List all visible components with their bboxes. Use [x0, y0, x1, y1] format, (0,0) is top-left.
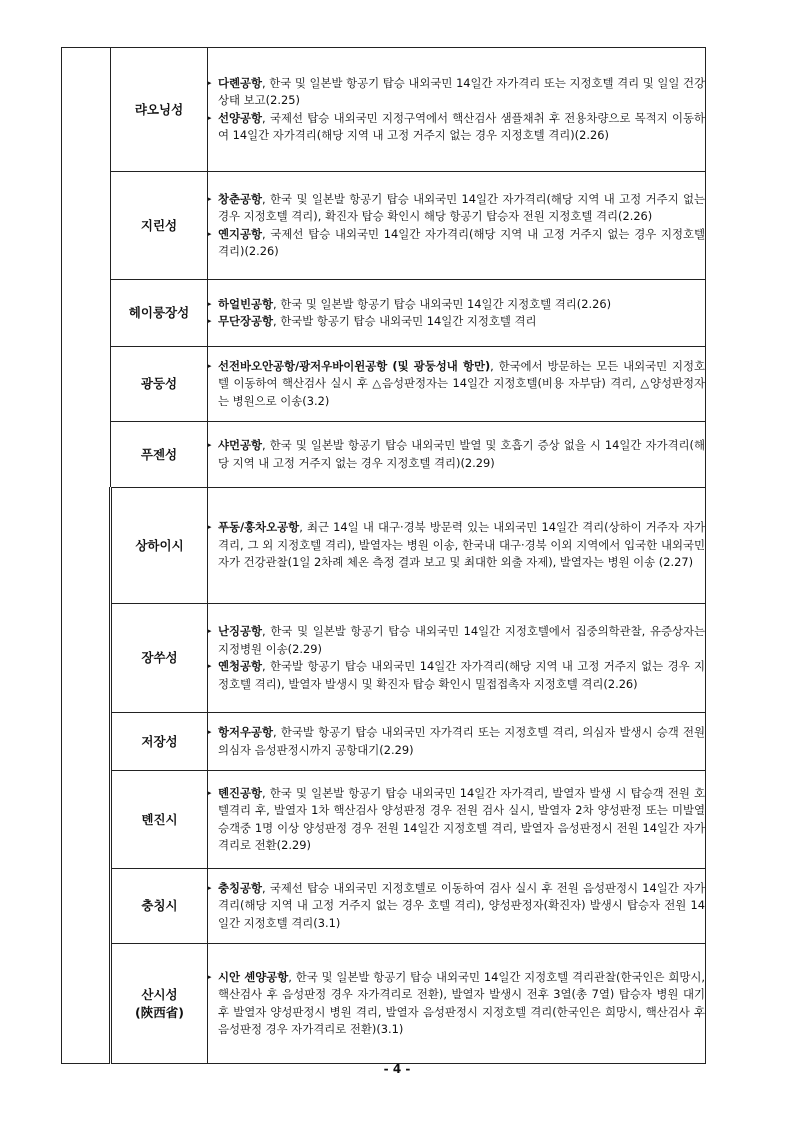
airport-name: 충칭공항	[218, 880, 263, 895]
measures-cell	[208, 280, 706, 347]
triangle-bullet-icon: ▸	[208, 662, 212, 670]
empty-stub-cell	[62, 48, 111, 172]
table-row	[62, 422, 706, 488]
table-row	[62, 280, 706, 347]
table-row	[62, 48, 706, 172]
page-number: - 4 -	[383, 1062, 411, 1076]
airport-name: 샤먼공항	[218, 438, 263, 452]
empty-stub-cell	[62, 280, 111, 347]
triangle-bullet-icon: ▸	[208, 299, 212, 308]
region-cell	[111, 488, 208, 604]
region-cell	[111, 869, 208, 944]
region-name: 헤이룽장성	[128, 305, 190, 320]
empty-stub-cell	[62, 869, 111, 944]
quarantine-measures-table	[61, 47, 706, 1064]
measure-description: , 국제선 탑승 내외국민 지정호텔로 이동하여 검사 실시 후 전원 음성판정시 14일간 자가격리(해당 지역 내 고정 거주지 없는 경우 호텔 격리), 양성판정자(확진자) 발생시 탑승자 전원 14일간 지정호텔 격리(3.1)	[218, 880, 705, 930]
item-text	[218, 313, 705, 331]
triangle-bullet-icon: ▸	[208, 523, 212, 532]
airport-name: 하얼빈공항	[218, 296, 274, 311]
measures-cell	[208, 604, 706, 713]
measures-cell	[208, 869, 706, 944]
item-text	[218, 519, 705, 572]
list-item	[208, 880, 705, 933]
list-item	[208, 296, 705, 314]
measure-description: , 한국 및 일본발 항공기 탑승 내외국민 발열 및 호흡기 증상 없을 시 14일간 자가격리(해당 지역 내 고정 거주지 없는 경우 지정호텔 격리)(2.29)	[218, 438, 705, 470]
empty-stub-cell	[62, 172, 111, 280]
measure-description: , 한국에서 방문하는 모든 내외국민 지정호텔 이동하여 핵산검사 실시 후 △음성판정자는 14일간 지정호텔(비용 자부담) 격리, △양성판정자는 병원으로 이송(3.2)	[218, 358, 705, 408]
triangle-bullet-icon: ▸	[208, 113, 212, 122]
empty-stub-cell	[62, 713, 111, 771]
airport-name: 무단장공항	[218, 314, 274, 328]
measures-cell	[208, 771, 706, 869]
region-cell	[111, 347, 208, 422]
item-text	[218, 437, 705, 472]
airport-name: 선양공항	[218, 110, 263, 125]
item-text	[218, 785, 705, 855]
list-item	[208, 75, 705, 110]
airport-name: 다롄공항	[218, 75, 263, 90]
list-item	[208, 358, 705, 411]
measures-cell	[208, 713, 706, 771]
measures-cell	[208, 347, 706, 422]
empty-stub-cell	[62, 771, 111, 869]
list-item	[208, 437, 705, 472]
item-text	[218, 724, 705, 759]
triangle-bullet-icon: ▸	[208, 229, 212, 238]
empty-stub-cell	[62, 488, 111, 604]
item-text	[218, 226, 705, 261]
measures-cell	[208, 172, 706, 280]
measure-description: , 국제선 탑승 내외국민 14일간 자가격리(해당 지역 내 고정 거주지 없는 경우 지정호텔 격리)(2.26)	[218, 226, 705, 258]
list-item	[208, 658, 705, 693]
table-row	[62, 172, 706, 280]
list-item	[208, 110, 705, 145]
measure-description: , 한국발 항공기 탑승 내외국민 자가격리 또는 지정호텔 격리, 의심자 발생시 승객 전원 의심자 음성판정시까지 공항대기(2.29)	[218, 725, 705, 757]
region-cell	[111, 280, 208, 347]
measures-cell	[208, 488, 706, 604]
measure-description: , 한국발 항공기 탑승 내외국민 14일간 지정호텔 격리	[273, 314, 537, 328]
empty-stub-cell	[62, 422, 111, 488]
region-name: 산시성	[141, 986, 178, 1002]
triangle-bullet-icon: ▸	[208, 194, 212, 203]
region-name: 상하이시	[135, 537, 184, 553]
item-text	[218, 75, 705, 110]
airport-name: 항저우공항	[218, 725, 274, 739]
item-text	[218, 623, 705, 658]
measure-description: , 한국 및 일본발 항공기 탑승 내외국민 14일간 자가격리(해당 지역 내 고정 거주지 없는 경우 지정호텔 격리), 확진자 탑승 확인시 해당 항공기 탑승자 전원 지정호텔 격리(2.26)	[218, 191, 705, 223]
measures-cell	[208, 944, 706, 1064]
list-item	[208, 191, 705, 226]
triangle-bullet-icon: ▸	[208, 972, 212, 981]
item-text	[218, 658, 705, 693]
list-item	[208, 623, 705, 658]
measures-cell	[208, 48, 706, 172]
region-name: 저장성	[141, 733, 178, 749]
item-text	[218, 191, 705, 226]
region-cell	[111, 48, 208, 172]
measure-description: , 한국 및 일본발 항공기 탑승 내외국민 14일간 자가격리, 발열자 발생 시 탑승객 전원 호텔격리 후, 발열자 1차 핵산검사 양성판정 경우 전원 검사 실시, 발열자 2차 양성판정 또는 미발열 승객중 1명 이상 양성판정 경우 전원 14일간 지정호텔 격리, 발열자 음성판정시 전원 14일간 자가 격리로 전환(2.29)	[218, 785, 705, 852]
measure-description: , 최근 14일 내 대구·경북 방문력 있는 내외국민 14일간 격리(상하이 거주자 자가격리, 그 외 지정호텔 격리), 발열자는 병원 이송, 한국내 대구·경북 이외 지역에서 입국한 내외국민 자가 건강관찰(1일 2차례 체온 측정 결과 보고 및 최대한 외출 자제), 발열자는 병원 이송 (2.27)	[218, 520, 705, 570]
airport-name: 난징공항	[218, 624, 263, 638]
triangle-bullet-icon: ▸	[208, 883, 212, 892]
list-item	[208, 313, 705, 331]
region-name: 광둥성	[140, 376, 178, 391]
region-cell	[111, 944, 208, 1064]
region-name: 톈진시	[141, 811, 178, 827]
region-cell	[111, 713, 208, 771]
triangle-bullet-icon: ▸	[208, 317, 212, 325]
item-text	[218, 296, 705, 314]
region-subname: (陝西省)	[135, 1004, 184, 1020]
measure-description: , 한국 및 일본발 항공기 탑승 내외국민 14일간 지정호텔 격리관찰(한국인은 희망시, 핵산검사 후 음성판정 경우 자가격리로 전환), 발열자 발생시 전후 3열(총 7열) 탑승자 병원 대기 후 발열자 양성판정시 병원 격리, 발열자 음성판정시 지정호텔 격리(한국인은 희망시, 핵산검사 후 음성판정 경우 자가격리로 전환)(3.1)	[218, 969, 705, 1036]
item-text	[218, 969, 705, 1039]
region-name: 푸젠성	[140, 446, 178, 462]
table-row	[62, 604, 706, 713]
measure-description: , 국제선 탑승 내외국민 지정구역에서 핵산검사 샘플채취 후 전용차량으로 목적지 이동하여 14일간 자가격리(해당 지역 내 고정 거주지 없는 경우 지정호텔 격리)(2.26)	[218, 110, 705, 142]
region-name: 장쑤성	[141, 650, 178, 665]
table-row	[62, 771, 706, 869]
region-cell	[111, 422, 208, 488]
list-item	[208, 519, 705, 572]
airport-name: 선전바오안공항/광저우바이윈공항 (및 광둥성내 항만)	[218, 358, 491, 373]
triangle-bullet-icon: ▸	[208, 361, 212, 370]
item-text	[218, 358, 705, 411]
region-name: 충칭시	[141, 898, 178, 913]
measures-cell	[208, 422, 706, 488]
table-row	[62, 347, 706, 422]
item-text	[218, 110, 705, 145]
measure-description: , 한국 및 일본발 항공기 탑승 내외국민 14일간 지정호텔 격리(2.26)	[273, 296, 612, 311]
triangle-bullet-icon: ▸	[208, 78, 212, 87]
table-row	[62, 713, 706, 771]
empty-stub-cell	[62, 347, 111, 422]
triangle-bullet-icon: ▸	[208, 728, 212, 736]
table-row	[62, 488, 706, 604]
empty-stub-cell	[62, 604, 111, 713]
measure-description: , 한국 및 일본발 항공기 탑승 내외국민 14일간 지정호텔에서 집중의학관찰, 유증상자는 지정병원 이송(2.29)	[218, 624, 705, 656]
list-item	[208, 724, 705, 759]
region-name: 랴오닝성	[134, 101, 184, 117]
airport-name: 옌지공항	[218, 226, 263, 241]
region-cell	[111, 771, 208, 869]
list-item	[208, 226, 705, 261]
airport-name: 톈진공항	[218, 785, 263, 800]
measure-description: , 한국 및 일본발 항공기 탑승 내외국민 14일간 자가격리 또는 지정호텔 격리 및 일일 건강상태 보고(2.25)	[218, 75, 705, 107]
table-row	[62, 944, 706, 1064]
triangle-bullet-icon: ▸	[208, 788, 212, 797]
list-item	[208, 969, 705, 1039]
region-name: 지린성	[140, 217, 178, 233]
table-row	[62, 869, 706, 944]
measure-description: , 한국발 항공기 탑승 내외국민 14일간 자가격리(해당 지역 내 고정 거주지 없는 경우 지정호텔 격리), 발열자 발생시 및 확진자 탑승 확인시 밀접접촉자 지정호텔 격리(2.26)	[218, 659, 705, 691]
triangle-bullet-icon: ▸	[208, 627, 212, 635]
airport-name: 옌청공항	[218, 659, 263, 673]
item-text	[218, 880, 705, 933]
list-item	[208, 785, 705, 855]
airport-name: 창춘공항	[218, 191, 263, 206]
airport-name: 시안 셴양공항	[218, 969, 289, 984]
airport-name: 푸동/훙차오공항	[218, 520, 300, 535]
empty-stub-cell	[62, 944, 111, 1064]
triangle-bullet-icon: ▸	[208, 441, 212, 449]
region-cell	[111, 604, 208, 713]
region-cell	[111, 172, 208, 280]
